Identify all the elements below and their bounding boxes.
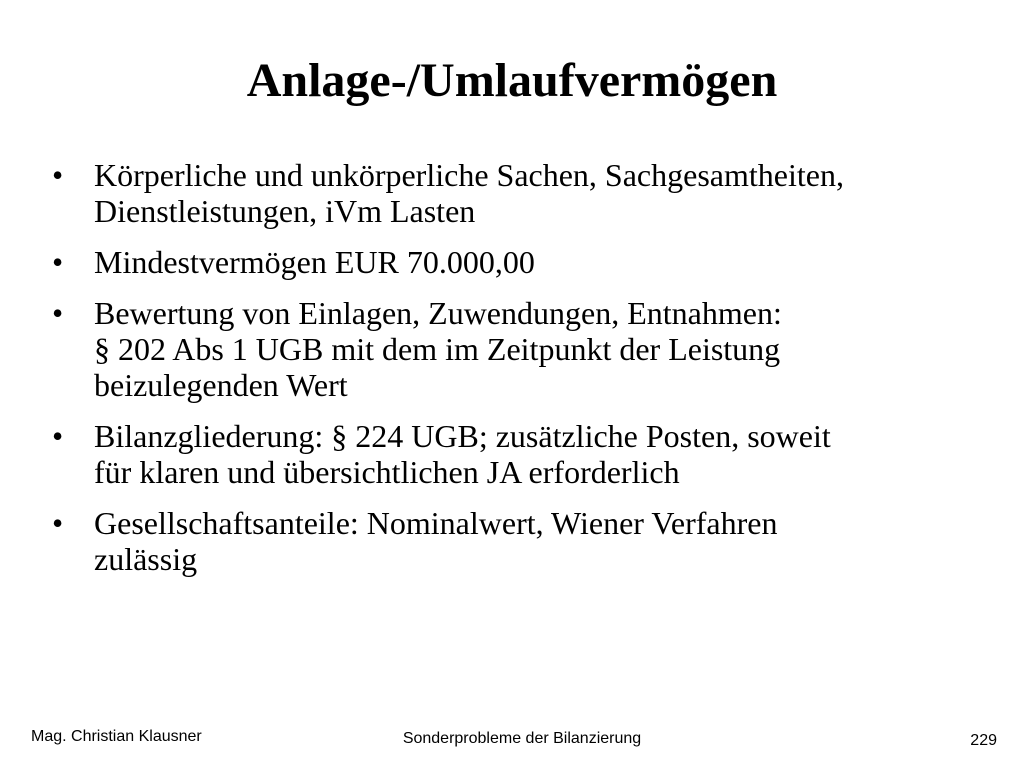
bullet-marker: • [52, 157, 64, 193]
bullet-item [52, 418, 982, 490]
bullet-item [52, 157, 982, 229]
bullet-line: Dienstleistungen, iVm Lasten [94, 193, 476, 229]
bullet-list [52, 157, 982, 592]
slide-title: Anlage-/Umlaufvermögen [246, 54, 778, 107]
bullet-marker: • [52, 418, 64, 454]
bullet-line: Bilanzgliederung: § 224 UGB; zusätzliche Posten, soweit [94, 418, 831, 454]
bullet-marker: • [52, 505, 64, 541]
page-number: 229 [970, 732, 997, 749]
bullet-line: Körperliche und unkörperliche Sachen, Sachgesamtheiten, [94, 157, 844, 193]
bullet-marker: • [52, 244, 64, 280]
footer-author: Mag. Christian Klausner [31, 728, 202, 745]
bullet-line: Gesellschaftsanteile: Nominalwert, Wiener Verfahren [94, 505, 778, 541]
footer-topic: Sonderprobleme der Bilanzierung [402, 730, 642, 747]
bullet-line: für klaren und übersichtlichen JA erforderlich [94, 454, 680, 490]
bullet-line: beizulegenden Wert [94, 367, 348, 403]
bullet-marker: • [52, 295, 64, 331]
bullet-line: § 202 Abs 1 UGB mit dem im Zeitpunkt der Leistung [94, 331, 781, 367]
bullet-item [52, 244, 982, 280]
bullet-line: Bewertung von Einlagen, Zuwendungen, Entnahmen: [94, 295, 782, 331]
bullet-line: Mindestvermögen EUR 70.000,00 [94, 244, 535, 280]
bullet-line: zulässig [94, 541, 198, 577]
bullet-item [52, 295, 982, 403]
bullet-item [52, 505, 982, 577]
